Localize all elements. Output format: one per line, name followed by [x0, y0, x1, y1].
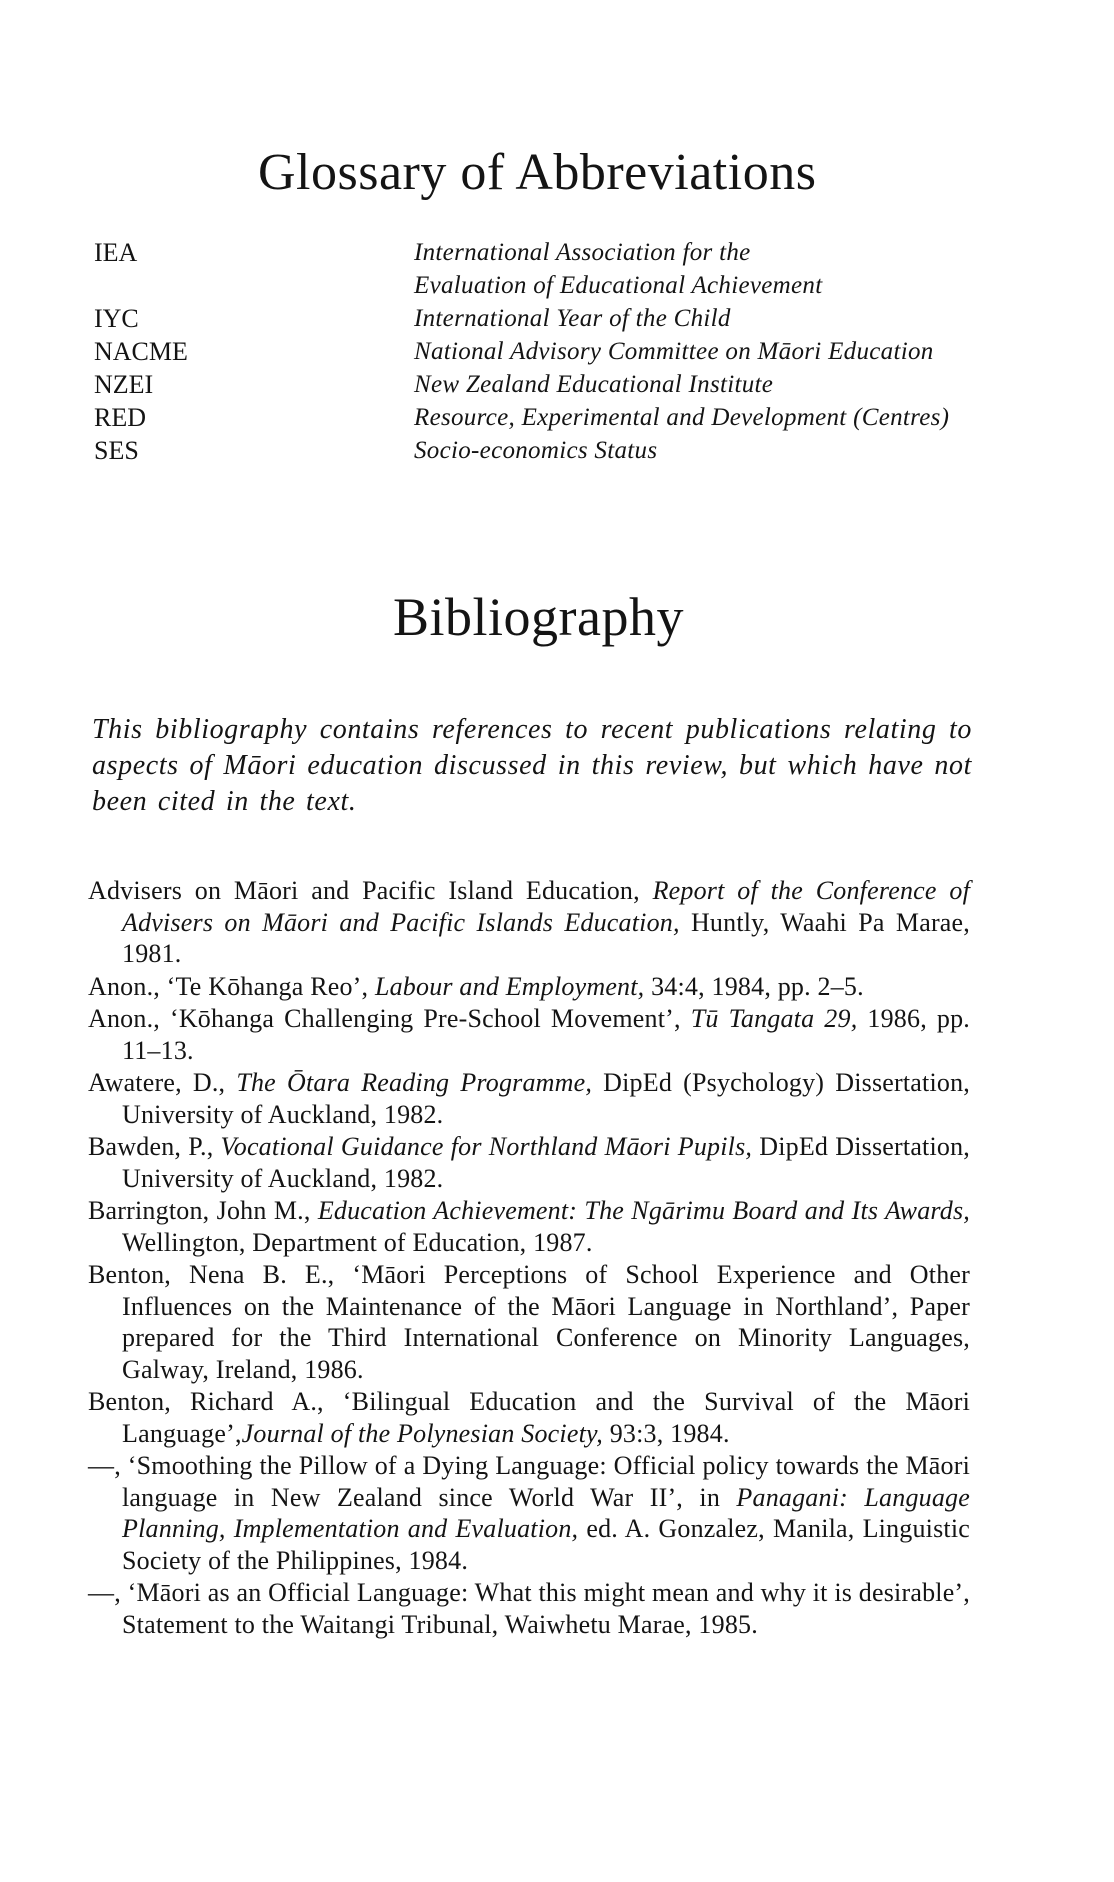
entry-title: Panagani: Language Planning, Implementation and Evaluation, — [122, 1482, 970, 1543]
abbreviation-term: SES — [94, 436, 139, 465]
entry-author: Advisers on Māori and Pacific Island Education, — [88, 876, 653, 905]
bibliography-intro: This bibliography contains references to recent publications relating to aspects of Māori education discussed in this review, but which have not been cited in the text. — [92, 714, 972, 817]
bibliography-entry — [88, 1577, 970, 1640]
entry-details: ed. A. Gonzalez, Manila, Linguistic Society of the Philippines, 1984. — [122, 1514, 971, 1575]
bibliography-entry — [88, 1131, 970, 1194]
bibliography-entry — [88, 971, 970, 1003]
bibliography-entry — [88, 1067, 970, 1130]
entry-details: 1986, pp. 11–13. — [122, 1004, 971, 1065]
entry-title: The Ōtara Reading Programme, — [236, 1068, 593, 1097]
abbreviation-list — [94, 236, 974, 467]
entry-details: Wellington, Department of Education, 1987. — [122, 1227, 593, 1257]
entry-author: Benton, Richard A., ‘Bilingual Education and the Survival of the Māori Language’, — [88, 1387, 970, 1448]
entry-title: Vocational Guidance for Northland Māori Pupils, — [220, 1132, 753, 1161]
abbreviation-definition: Socio-economics Status — [414, 437, 658, 464]
abbreviation-definition: International Year of the Child — [414, 305, 731, 332]
abbreviation-row — [94, 335, 974, 368]
entry-author: —, ‘Smoothing the Pillow of a Dying Language: Official policy towards the Māori language in New Zealand since World War II’, in — [88, 1451, 970, 1512]
bibliography-entry — [88, 1386, 970, 1449]
abbreviation-definition: International Association for the Evaluation of Educational Achievement — [414, 239, 823, 299]
abbreviation-definition: Resource, Experimental and Development (Centres) — [414, 404, 950, 431]
entry-details: DipEd Dissertation, University of Auckland, 1982. — [122, 1132, 971, 1193]
bibliography-entry — [88, 1003, 970, 1066]
entry-author: Bawden, P., — [88, 1132, 221, 1161]
abbreviation-term: IYC — [94, 304, 139, 333]
abbreviation-row — [94, 302, 974, 335]
entry-author: Barrington, John M., — [88, 1196, 318, 1225]
abbreviation-term: NZEI — [94, 370, 154, 399]
entry-title: Labour and Employment, — [374, 971, 645, 1001]
abbreviation-term: IEA — [94, 238, 138, 267]
entry-title: Report of the Conference of Advisers on Māori and Pacific Islands Education, — [122, 876, 970, 937]
abbreviation-definition: New Zealand Educational Institute — [414, 371, 774, 398]
bibliography-list — [88, 875, 970, 1641]
abbreviation-row — [94, 368, 974, 401]
abbreviation-row — [94, 401, 974, 434]
bibliography-title: Bibliography — [393, 587, 684, 647]
bibliography-entry — [88, 1195, 970, 1258]
entry-title: Journal of the Polynesian Society, — [241, 1418, 604, 1448]
bibliography-entry — [88, 1259, 970, 1385]
abbreviation-term: RED — [94, 403, 146, 432]
entry-author: Awatere, D., — [88, 1068, 237, 1097]
entry-details: 93:3, 1984. — [603, 1418, 730, 1448]
entry-details: Huntly, Waahi Pa Marae, 1981. — [122, 907, 970, 968]
abbreviation-row — [94, 236, 974, 302]
abbreviation-row — [94, 434, 974, 467]
abbreviation-term: NACME — [94, 337, 188, 366]
bibliography-entry — [88, 1450, 970, 1576]
abbreviation-definition: National Advisory Committee on Māori Education — [414, 338, 934, 365]
glossary-title: Glossary of Abbreviations — [258, 144, 817, 201]
entry-title: Education Achievement: The Ngārimu Board and Its Awards, — [317, 1196, 970, 1225]
entry-author: Anon., ‘Te Kōhanga Reo’, — [88, 971, 375, 1001]
entry-details: 34:4, 1984, pp. 2–5. — [644, 971, 864, 1001]
entry-author: —, ‘Māori as an Official Language: What this might mean and why it is desirable’, Statement to the Waitangi Tribunal, Waiwhetu Marae, 1985. — [88, 1578, 970, 1639]
entry-author: Benton, Nena B. E., ‘Māori Perceptions of School Experience and Other Influences on the Maintenance of the Māori Language in Northland’, Paper prepared for the Third International Conference on Minority Languages, Galway, Ireland, 1986. — [88, 1260, 970, 1384]
entry-author: Anon., ‘Kōhanga Challenging Pre-School Movement’, — [88, 1004, 691, 1033]
entry-title: Tū Tangata 29, — [690, 1004, 858, 1033]
entry-details: DipEd (Psychology) Dissertation, University of Auckland, 1982. — [122, 1068, 970, 1129]
bibliography-entry — [88, 875, 970, 970]
